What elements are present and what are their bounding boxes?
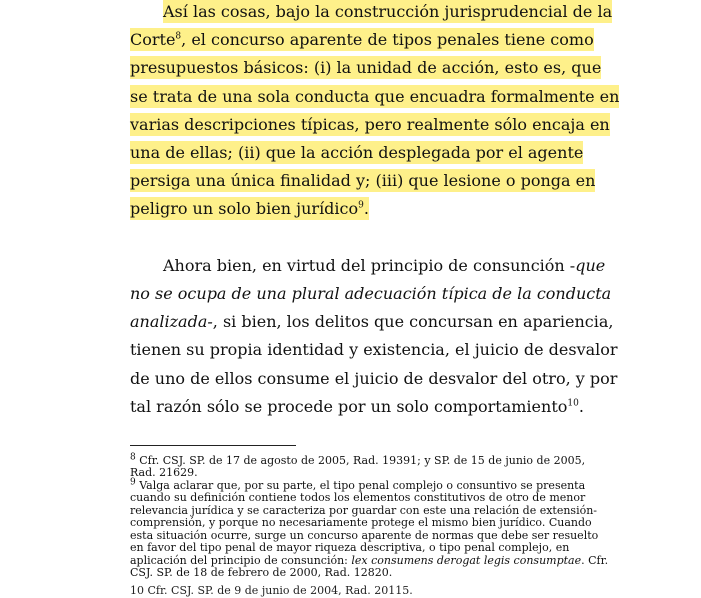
footnote-separator	[130, 445, 296, 446]
text: Corte	[130, 30, 176, 49]
highlight	[130, 197, 369, 220]
footnote-9-line-8	[130, 567, 604, 580]
text: comprensión, y porque no necesariamente protege el mismo bien jurídico. Cuando	[130, 516, 592, 529]
text: Valga aclarar que, por su parte, el tipo penal complejo o consuntivo se presenta	[139, 479, 586, 492]
text: . Cfr.	[581, 554, 609, 567]
paragraph1-line-6	[130, 143, 604, 163]
latin-phrase: lex consumens derogat legis consumptae	[351, 554, 582, 567]
text: persiga una única finalidad y; (iii) que lesione o ponga en	[130, 171, 596, 190]
footnote-10-partial	[130, 585, 604, 598]
footnote-9-line-2	[130, 492, 604, 505]
paragraph2-line-1	[163, 256, 604, 276]
text: relevancia jurídica y se caracteriza por guardar con este una relación de extensión-	[130, 504, 598, 517]
paragraph2-line-2	[130, 284, 612, 304]
text: se trata de una sola conducta que encuadra formalmente en	[130, 87, 620, 106]
paragraph2-line-6	[130, 397, 604, 417]
text: peligro un solo bien jurídico	[130, 199, 359, 218]
footnote-ref-10[interactable]: 10	[567, 398, 579, 409]
italic-text: no se ocupa de una plural adecuación típica de la conducta	[130, 284, 612, 303]
text: cuando su definición contiene todos los elementos constitutivos de otro de menor	[130, 491, 586, 504]
text: tienen su propia identidad y existencia, el juicio de desvalor	[130, 340, 618, 359]
footnote-ref-9[interactable]: 9	[358, 200, 364, 211]
text: tal razón sólo se procede por un solo comportamiento	[130, 397, 568, 416]
text: aplicación del principio de consunción:	[130, 554, 352, 567]
text: , si bien, los delitos que concursan en apariencia,	[212, 312, 614, 331]
text: presupuestos básicos: (i) la unidad de acción, esto es, que	[130, 58, 602, 77]
text: .	[363, 199, 369, 218]
text: varias descripciones típicas, pero realmente sólo encaja en	[130, 115, 610, 134]
footnote-9-line-4	[130, 517, 604, 530]
paragraph1-line-3	[130, 58, 604, 78]
text: , el concurso aparente de tipos penales tiene como	[181, 30, 594, 49]
paragraph1-line-5	[130, 115, 610, 135]
paragraph1-line-8	[130, 199, 604, 219]
paragraph1-line-1	[163, 2, 613, 22]
text: Cfr. CSJ. SP. de 17 de agosto de 2005, Rad. 19391; y SP. de 15 de junio de 2005,	[139, 454, 586, 467]
text: esta situación ocurre, surge un concurso aparente de normas que debe ser resuelto	[130, 529, 599, 542]
italic-text: que	[575, 256, 606, 275]
footnote-8-line-1	[130, 452, 604, 468]
text: de uno de ellos consume el juicio de desvalor del otro, y por	[130, 369, 618, 388]
footnote-9-line-6	[130, 542, 604, 555]
paragraph2-line-4	[130, 340, 618, 360]
text: CSJ. SP. de 18 de febrero de 2000, Rad. 12820.	[130, 566, 393, 579]
italic-text: analizada-	[130, 312, 213, 331]
paragraph2-line-3	[130, 312, 614, 332]
paragraph2-line-5	[130, 369, 618, 389]
text: .	[578, 397, 584, 416]
footnote-number: 9	[130, 477, 136, 488]
highlight	[163, 0, 612, 23]
footnote-8-line-2	[130, 467, 604, 480]
text: Rad. 21629.	[130, 466, 198, 479]
paragraph1-line-4	[130, 87, 620, 107]
text: Ahora bien, en virtud del principio de consunción -	[163, 256, 576, 275]
text: una de ellas; (ii) que la acción desplegada por el agente	[130, 143, 584, 162]
text: en favor del tipo penal de mayor riqueza descriptiva, o tipo penal complejo, en	[130, 541, 570, 554]
paragraph1-line-7	[130, 171, 604, 191]
paragraph1-line-2	[130, 30, 604, 50]
text: 10 Cfr. CSJ. SP. de 9 de junio de 2004, Rad. 20115.	[130, 584, 413, 597]
footnote-ref-8[interactable]: 8	[175, 31, 182, 42]
text: Así las cosas, bajo la construcción jurisprudencial de la	[163, 2, 613, 21]
highlight	[130, 28, 594, 51]
footnote-number: 8	[130, 452, 136, 463]
